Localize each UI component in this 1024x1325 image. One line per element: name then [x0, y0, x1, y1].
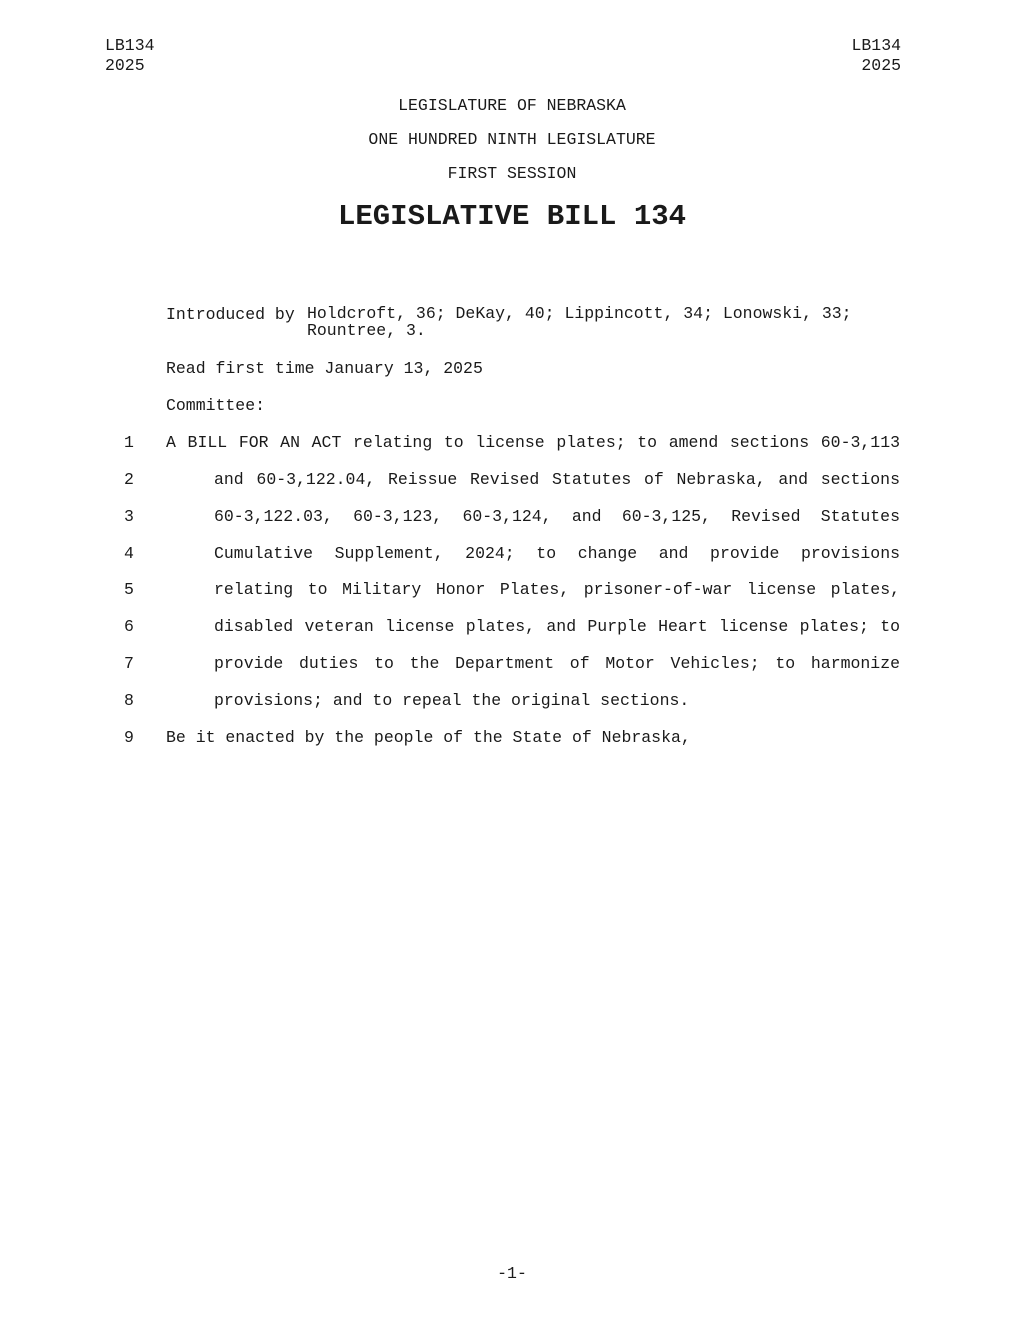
introduced-names-line2: Rountree, 3. — [307, 321, 426, 340]
committee-label: Committee: — [166, 396, 266, 415]
session-body: ONE HUNDRED NINTH LEGISLATURE — [368, 130, 656, 149]
line-number: 3 — [124, 507, 134, 526]
line-number: 2 — [124, 470, 134, 489]
bill-line: Be it enacted by the people of the State of Nebraska, — [166, 728, 691, 747]
line-number: 5 — [124, 580, 134, 599]
line-number: 1 — [124, 433, 134, 452]
header-left — [105, 36, 155, 76]
session: FIRST SESSION — [447, 164, 577, 183]
page-number: -1- — [497, 1264, 527, 1283]
introduced-label: Introduced by — [166, 305, 295, 324]
bill-line: provide duties to the Department of Motor Vehicles; to harmonize — [214, 654, 900, 673]
bill-line: provisions; and to repeal the original sections. — [214, 691, 690, 710]
line-number: 9 — [124, 728, 134, 747]
header-right-year: 2025 — [861, 56, 901, 75]
line-number: 7 — [124, 654, 134, 673]
bill-title: LEGISLATIVE BILL 134 — [337, 200, 687, 233]
bill-line: 60-3,122.03, 60-3,123, 60-3,124, and 60-3,125, Revised Statutes — [214, 507, 900, 526]
bill-line: disabled veteran license plates, and Purple Heart license plates; to — [214, 617, 900, 636]
bill-line: and 60-3,122.04, Reissue Revised Statutes of Nebraska, and sections — [214, 470, 900, 489]
introduced-names-line1: Holdcroft, 36; DeKay, 40; Lippincott, 34; Lonowski, 33; — [307, 304, 852, 323]
bill-line: A BILL FOR AN ACT relating to license plates; to amend sections 60-3,113 — [166, 433, 900, 452]
bill-line: Cumulative Supplement, 2024; to change and provide provisions — [214, 544, 900, 563]
line-number: 8 — [124, 691, 134, 710]
introduced-names — [307, 305, 907, 339]
line-number: 6 — [124, 617, 134, 636]
header-left-year: 2025 — [105, 56, 145, 75]
legislature-name: LEGISLATURE OF NEBRASKA — [398, 96, 626, 115]
line-number: 4 — [124, 544, 134, 563]
read-first-time: Read first time January 13, 2025 — [166, 359, 483, 378]
header-right-bill-id: LB134 — [851, 36, 901, 55]
header-left-bill-id: LB134 — [105, 36, 155, 55]
header-right — [851, 36, 901, 76]
bill-line: relating to Military Honor Plates, prisoner-of-war license plates, — [214, 580, 900, 599]
